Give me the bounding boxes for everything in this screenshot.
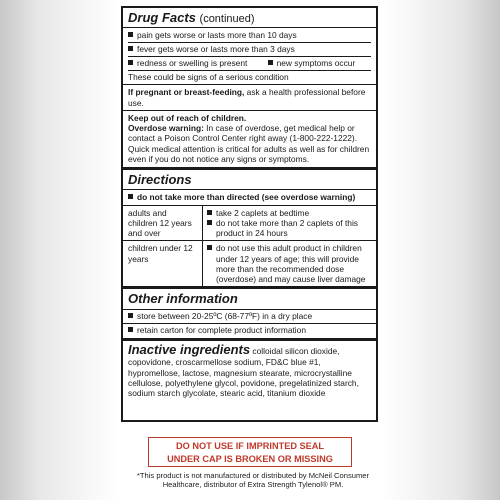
- bullet-icon: [128, 60, 133, 65]
- pregnancy-warning: If pregnant or breast-feeding, ask a health professional before use.: [128, 87, 366, 108]
- list-item: retain carton for complete product information: [128, 324, 371, 337]
- list-item: take 2 caplets at bedtime: [207, 208, 372, 218]
- drug-facts-box: [121, 6, 378, 422]
- other-information-heading: Other information: [128, 291, 238, 307]
- list-item: store between 20-25ºC (68-77ºF) in a dry place: [123, 309, 376, 324]
- bullet-icon: [128, 313, 133, 318]
- age-group: adults and children 12 years and over: [123, 206, 203, 241]
- directions-heading: Directions: [128, 172, 192, 188]
- bullet-icon: [128, 327, 133, 332]
- bullet-icon: [207, 210, 212, 215]
- section-divider: [123, 286, 376, 289]
- drug-facts-title-suffix: (continued): [199, 13, 255, 25]
- seal-warning-line2: UNDER CAP IS BROKEN OR MISSING: [167, 454, 333, 464]
- table-row: [123, 240, 376, 286]
- bullet-icon: [128, 46, 133, 51]
- drug-facts-header: [128, 11, 371, 25]
- inactive-ingredients: Inactive ingredients colloidal silicon dioxide, copovidone, croscarmellose sodium, FD&C blue #1, hypromellose, lactose, magnesium stearate, microcrystalline cellulose, polyethylene glycol, povidone, pregelatinized starch, sodium starch glycolate, stearic acid, titanium dioxide: [128, 342, 359, 399]
- section-divider: [123, 167, 376, 170]
- list-item-pair: redness or swelling is present new symptoms occur: [128, 57, 371, 71]
- list-item: pain gets worse or lasts more than 10 days: [128, 28, 371, 42]
- bullet-icon: [128, 32, 133, 37]
- directions-table: [123, 205, 376, 287]
- keep-out-of-reach: Keep out of reach of children.: [128, 112, 247, 123]
- overdose-warning: Overdose warning: In case of overdose, get medical help or contact a Poison Control Center right away (1-800-222-1222). Quick medical attention is critical for adults as well as for children even if you do not notice any signs or symptoms.: [128, 123, 370, 164]
- age-group: children under 12 years: [123, 241, 203, 286]
- bullet-icon: [207, 220, 212, 225]
- list-item: fever gets worse or lasts more than 3 days: [128, 43, 371, 57]
- seal-warning-line1: DO NOT USE IF IMPRINTED SEAL: [175, 441, 325, 451]
- bullet-icon: [207, 245, 212, 250]
- list-item: do not use this adult product in children under 12 years of age; this will provide more than the recommended dose (overdose) and may cause liver damage: [207, 243, 372, 284]
- bullet-icon: [268, 60, 273, 65]
- bullet-icon: [128, 194, 133, 199]
- directions-lead: do not take more than directed (see overdose warning): [123, 189, 376, 204]
- manufacturer-footnote: *This product is not manufactured or distributed by McNeil Consumer Healthcare, distributor of Extra Strength Tylenol® PM.: [136, 471, 370, 490]
- stop-use-note: These could be signs of a serious condition: [128, 72, 289, 83]
- table-row: [123, 205, 376, 241]
- drug-facts-title: Drug Facts: [128, 10, 196, 25]
- seal-warning-box: [148, 437, 352, 467]
- list-item: do not take more than 2 caplets of this product in 24 hours: [207, 218, 372, 239]
